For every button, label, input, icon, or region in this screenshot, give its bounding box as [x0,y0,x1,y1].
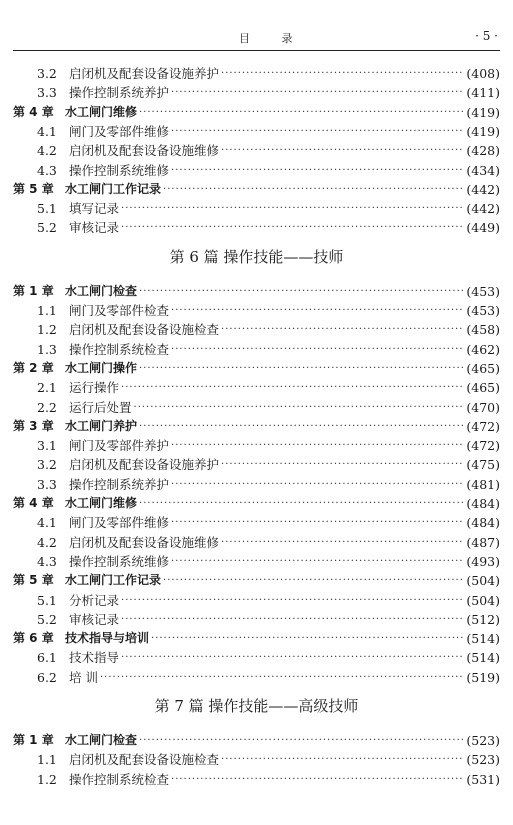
dot-leader [171,301,464,320]
toc-entry-title: 闸门及零部件检查 [69,303,170,318]
toc-chapter-row[interactable] [13,494,500,513]
toc-entry-number: 4.3 [37,162,57,178]
toc-entry-title: 操作控制系统维修 [69,162,170,178]
toc-entry-page: (472) [466,418,500,434]
dot-leader [139,282,464,301]
toc-entry-number: 4.2 [37,143,57,159]
toc-entry-page: (475) [466,457,500,473]
toc-entry-number: 第 5 章 [13,181,54,196]
toc-entry-title: 技术指导与培训 [65,631,150,646]
toc-entry-page: (531) [466,771,500,787]
toc-chapter-row[interactable] [13,282,500,301]
toc-entry-title: 分析记录 [69,592,120,608]
toc-section-row[interactable] [13,750,500,769]
toc-entry-page: (487) [466,534,500,550]
toc-section-row[interactable] [13,161,500,180]
dot-leader [221,533,464,552]
toc-entry-title: 审核记录 [69,611,120,627]
dot-leader [121,648,464,667]
toc-entry-title: 水工闸门检查 [65,283,138,298]
toc-entry-title: 操作控制系统检查 [69,341,170,357]
dot-leader [100,668,464,687]
dot-leader [121,378,464,397]
toc-entry-title: 闸门及零部件维修 [69,123,170,139]
toc-section-row[interactable] [13,398,500,417]
dot-leader [139,359,464,378]
toc-entry-number: 5.2 [37,611,57,627]
toc-entry-number: 第 5 章 [13,573,54,588]
toc-entry-number: 5.1 [37,201,57,217]
toc-entry-number: 5.1 [37,592,57,608]
dot-leader [171,83,464,102]
dot-leader [171,436,464,455]
toc-section-row[interactable] [13,378,500,397]
dot-leader [121,199,464,218]
dot-leader [221,141,464,160]
toc-entry-title: 启闭机及配套设备设施检查 [69,752,220,768]
toc-entry-page: (442) [466,181,500,197]
toc-entry-title: 水工闸门工作记录 [65,181,162,196]
toc-section-row[interactable] [13,218,500,237]
toc-section-row[interactable] [13,301,500,320]
dot-leader [139,731,464,750]
toc-entry-number: 第 1 章 [13,733,54,747]
toc-entry-number: 1.2 [37,322,57,338]
toc-section-row[interactable] [13,340,500,359]
toc-entry-title: 启闭机及配套设备设施养护 [69,66,220,81]
dot-leader [139,494,464,513]
toc-entry-page: (519) [466,669,500,685]
toc-entry-title: 水工闸门操作 [65,360,138,375]
toc-section-row[interactable] [13,141,500,160]
running-header-title: 目 录 [239,32,307,45]
toc-entry-number: 6.1 [37,650,57,666]
toc-entry-page: (458) [466,322,500,338]
toc-section-row[interactable] [13,64,500,83]
dot-leader [151,629,464,648]
toc-chapter-row[interactable] [13,731,500,750]
toc-entry-page: (428) [466,143,500,159]
toc-entry-number: 3.3 [37,476,57,492]
dot-leader [121,610,464,629]
toc-entry-number: 1.3 [37,341,57,357]
part-heading: 第 7 篇 操作技能——高级技师 [154,697,359,715]
toc-entry-number: 1.1 [37,752,57,768]
toc-entry-page: (419) [466,104,500,120]
toc-entry-page: (453) [466,303,500,318]
toc-entry-title: 操作控制系统养护 [69,85,170,101]
toc-entry-number: 3.2 [37,457,57,473]
toc-entry-page: (470) [466,399,500,415]
toc-entry-page: (462) [466,341,500,357]
toc-section-row[interactable] [13,668,500,687]
toc-entry-title: 水工闸门养护 [65,418,138,433]
toc-entry-title: 审核记录 [69,220,120,236]
dot-leader [221,750,464,769]
toc-entry-number: 5.2 [37,220,57,236]
toc-entry-page: (481) [466,476,500,492]
toc-entry-title: 启闭机及配套设备设施养护 [69,457,220,473]
toc-entry-number: 4.1 [37,515,57,531]
toc-entry-page: (408) [466,66,500,81]
toc-entry-title: 闸门及零部件养护 [69,438,170,454]
toc-entry-number: 3.3 [37,85,57,101]
toc-chapter-row[interactable] [13,180,500,199]
page-number: · 5 · [475,29,498,43]
toc-entry-page: (449) [466,220,500,236]
toc-chapter-row[interactable] [13,571,500,590]
dot-leader [171,770,464,789]
toc-entry-title: 运行操作 [69,380,120,396]
toc-entry-title: 培 训 [69,669,98,685]
toc-entry-number: 1.1 [37,303,57,318]
toc-entry-page: (453) [466,283,500,299]
part-heading: 第 6 篇 操作技能——技师 [169,247,344,266]
toc-entry-page: (512) [466,611,500,627]
toc-entry-number: 3.1 [37,438,57,454]
toc-entry-page: (472) [466,438,500,454]
toc-section-row[interactable] [13,122,500,141]
toc-section-row[interactable] [13,533,500,552]
toc-section-row[interactable] [13,513,500,532]
dot-leader [221,320,464,339]
toc-entry-number: 第 6 章 [13,631,54,646]
toc-entry-page: (419) [466,123,500,139]
toc-chapter-row[interactable] [13,103,500,122]
dot-leader [171,552,464,571]
toc-entry-title: 填写记录 [69,201,120,217]
dot-leader [221,455,464,474]
dot-leader [171,340,464,359]
toc-entry-page: (514) [466,631,500,647]
toc-entry-number: 4.1 [37,123,57,139]
toc-entry-page: (504) [466,573,500,589]
toc-section-row[interactable] [13,475,500,494]
dot-leader [121,218,464,237]
toc-section-row[interactable] [13,83,500,102]
toc-entry-title: 技术指导 [69,650,120,666]
toc-entry-page: (465) [466,380,500,396]
toc-entry-title: 启闭机及配套设备设施检查 [69,322,220,338]
dot-leader [171,122,464,141]
toc-entry-title: 水工闸门维修 [65,496,138,510]
dot-leader [221,64,464,83]
toc-section-row[interactable] [13,770,500,789]
toc-chapter-row[interactable] [13,359,500,378]
toc-entry-page: (442) [466,201,500,217]
toc-entry-page: (504) [466,592,500,608]
toc-entry-title: 水工闸门维修 [65,104,138,119]
toc-chapter-row[interactable] [13,629,500,648]
toc-section-row[interactable] [13,320,500,339]
toc-entry-page: (411) [466,85,500,101]
toc-entry-number: 第 1 章 [13,283,54,298]
toc-entry-title: 水工闸门工作记录 [65,573,162,588]
dot-leader [171,161,464,180]
toc-entry-page: (484) [466,496,500,511]
dot-leader [139,417,464,436]
toc-entry-number: 6.2 [37,669,57,685]
toc-section-row[interactable] [13,199,500,218]
toc-entry-number: 第 2 章 [13,360,54,375]
toc-entry-page: (514) [466,650,500,666]
toc-entry-number: 第 3 章 [13,418,54,433]
toc-section-row[interactable] [13,455,500,474]
toc-entry-page: (523) [466,733,500,748]
toc-entry-title: 操作控制系统维修 [69,553,170,569]
toc-entry-number: 2.2 [37,399,57,415]
toc-section-row[interactable] [13,436,500,455]
dot-leader [139,103,464,122]
toc-chapter-row[interactable] [13,417,500,436]
toc-entry-number: 4.2 [37,534,57,550]
toc-section-row[interactable] [13,591,500,610]
dot-leader [171,513,464,532]
toc-entry-number: 2.1 [37,380,57,396]
toc-entry-number: 第 4 章 [13,496,54,510]
dot-leader [163,571,464,590]
toc-entry-page: (493) [466,553,500,569]
toc-entry-title: 启闭机及配套设备设施维修 [69,534,220,550]
toc-entry-page: (484) [466,515,500,531]
dot-leader [171,475,464,494]
toc-entry-title: 水工闸门检查 [65,733,138,747]
toc-entry-number: 第 4 章 [13,104,54,119]
toc-section-row[interactable] [13,552,500,571]
dot-leader [163,180,464,199]
toc-entry-number: 4.3 [37,553,57,569]
toc-section-row[interactable] [13,648,500,667]
toc-section-row[interactable] [13,610,500,629]
toc-entry-title: 运行后处置 [69,399,132,415]
dot-leader [121,591,464,610]
toc-entry-page: (465) [466,360,500,376]
toc-entry-title: 闸门及零部件维修 [69,515,170,531]
toc-entry-number: 3.2 [37,66,57,81]
dot-leader [134,398,465,417]
toc-entry-page: (523) [466,752,500,768]
toc-entry-number: 1.2 [37,771,57,787]
toc-entry-title: 操作控制系统养护 [69,476,170,492]
toc-entry-title: 启闭机及配套设备设施维修 [69,143,220,159]
toc-entry-title: 操作控制系统检查 [69,771,170,787]
toc-entry-page: (434) [466,162,500,178]
